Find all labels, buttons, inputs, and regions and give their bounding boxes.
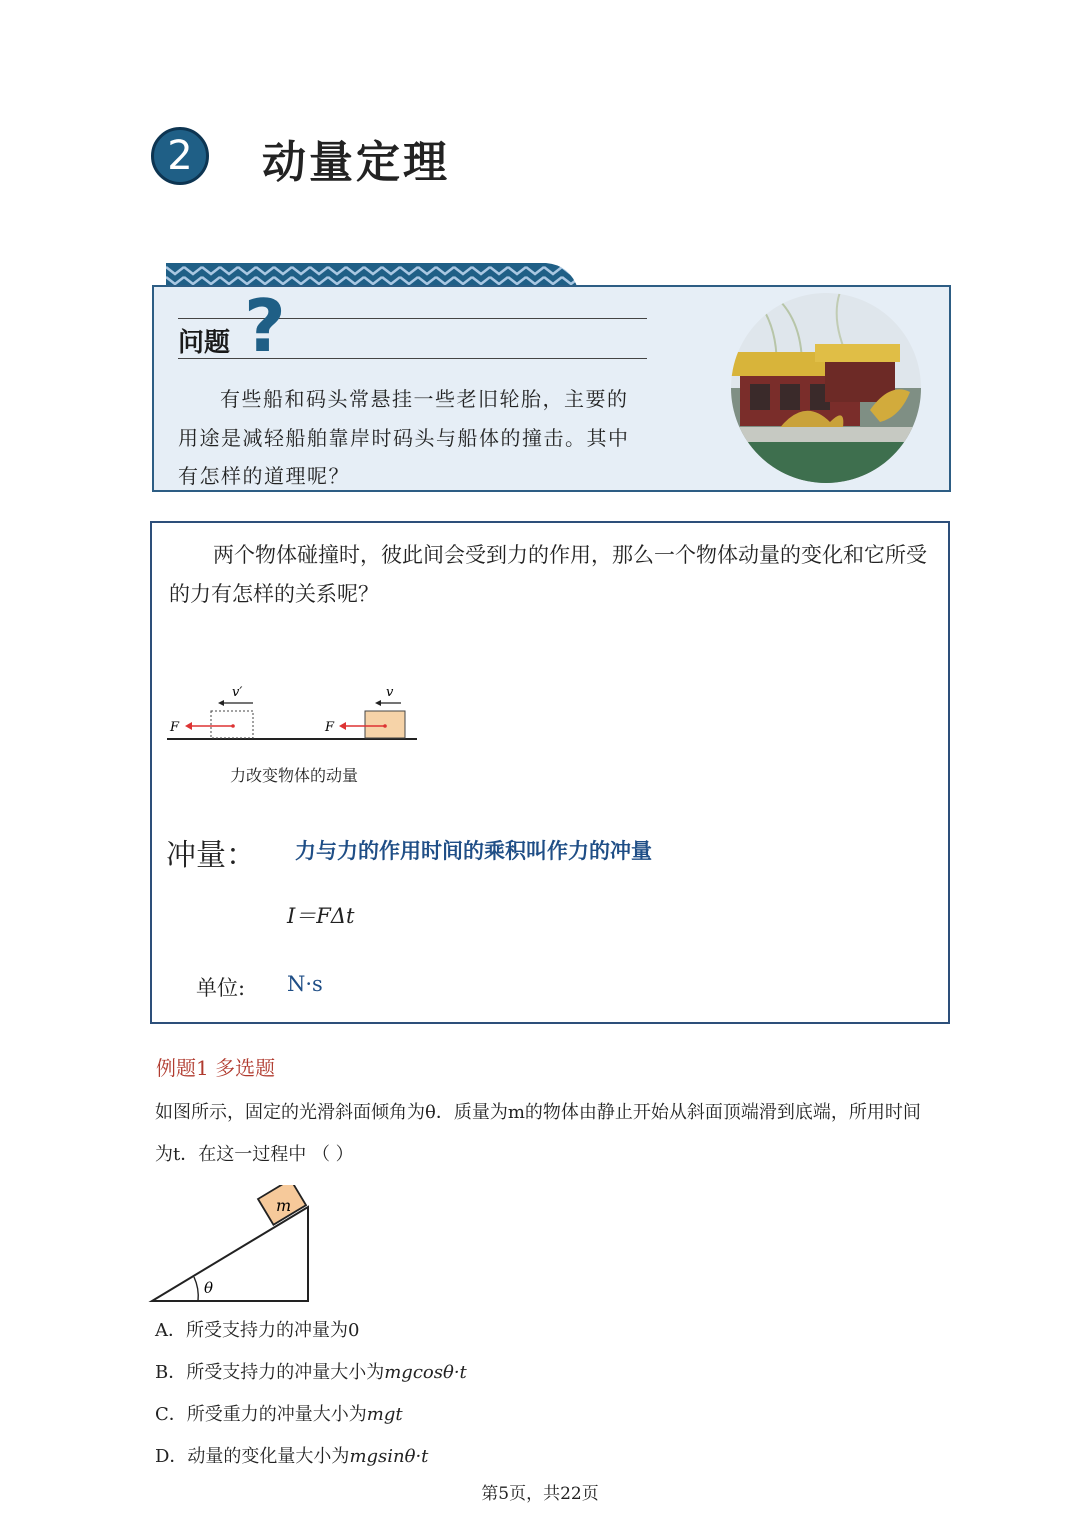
incline-figure — [148, 1185, 314, 1305]
option-a-value: 0 — [348, 1320, 360, 1341]
example-text: 如图所示，固定的光滑斜面倾角为θ．质量为m的物体由静止开始从斜面顶端滑到底端，所用时间为t．在这一过程中 （ ） — [155, 1102, 921, 1165]
option-b[interactable] — [155, 1358, 467, 1384]
incline — [152, 1207, 308, 1301]
option-c-value: mgt — [366, 1404, 403, 1425]
figure-caption: 力改变物体的动量 — [230, 766, 359, 785]
force-label-right: F — [325, 720, 335, 735]
example-title: 例题1 多选题 — [156, 1056, 276, 1080]
angle-label: θ — [204, 1279, 214, 1297]
impulse-definition: 力与力的作用时间的乘积叫作力的冲量 — [295, 839, 652, 863]
option-d-text: D．动量的变化量大小为 — [155, 1446, 350, 1467]
question-label: 问题 — [178, 328, 231, 358]
section-title: 动量定理 — [262, 137, 450, 188]
section-number-badge: 2 — [151, 127, 209, 185]
question-text: 有些船和码头常悬挂一些老旧轮胎，主要的用途是减轻船舶靠岸时码头与船体的撞击。其中有怎样的道理呢？ — [178, 387, 630, 488]
unit-value: N·s — [287, 972, 323, 996]
option-a[interactable] — [155, 1316, 359, 1342]
dashed-block — [211, 711, 253, 738]
velocity-label-right: v — [386, 685, 394, 700]
option-d-value: mgsinθ·t — [349, 1446, 429, 1467]
dragon-boat-photo — [730, 292, 922, 484]
option-d[interactable] — [155, 1442, 428, 1468]
unit-label: 单位: — [196, 976, 246, 1000]
force-momentum-figure — [165, 682, 421, 748]
impulse-label: 冲量： — [166, 838, 256, 873]
intro-paragraph: 两个物体碰撞时，彼此间会受到力的作用，那么一个物体动量的变化和它所受的力有怎样的关系呢？ — [169, 543, 927, 606]
option-c-text: C．所受重力的冲量大小为 — [155, 1404, 367, 1425]
impulse-formula: I＝FΔt — [287, 904, 355, 928]
option-b-value: mgcosθ·t — [384, 1362, 467, 1383]
option-a-text: A．所受支持力的冲量为 — [155, 1320, 348, 1341]
page-footer: 第5页，共22页 — [481, 1484, 599, 1504]
force-label-left: F — [170, 720, 180, 735]
angle-arc — [194, 1277, 198, 1301]
mass-label: m — [276, 1196, 292, 1215]
option-b-text: B．所受支持力的冲量大小为 — [155, 1362, 385, 1383]
velocity-label-left: v′ — [232, 685, 243, 700]
option-c[interactable] — [155, 1400, 403, 1426]
question-mark-icon: ? — [244, 284, 286, 368]
